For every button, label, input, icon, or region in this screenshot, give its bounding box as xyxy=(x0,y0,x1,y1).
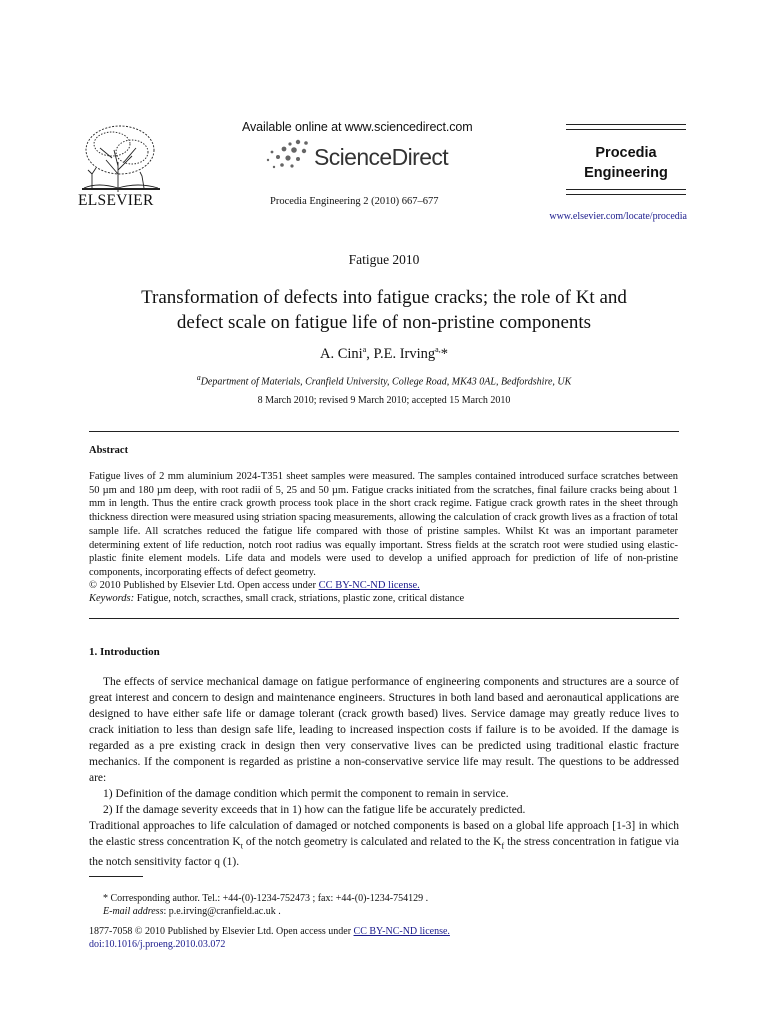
introduction-body xyxy=(89,674,679,870)
corresponding-mark: * xyxy=(440,345,448,362)
journal-rule-top xyxy=(566,124,686,125)
copyright-icon: © xyxy=(89,580,97,591)
affiliation xyxy=(0,373,768,387)
email-label: E-mail address xyxy=(103,906,164,917)
page-footer xyxy=(89,925,450,951)
intro-list-item: 1) Definition of the damage condition which permit the component to remain in service. xyxy=(103,788,509,800)
journal-title-line2: Engineering xyxy=(584,165,668,181)
journal-citation: Procedia Engineering 2 (2010) 667–677 xyxy=(270,196,439,207)
author-separator: , xyxy=(366,345,374,362)
paper-title xyxy=(84,285,684,335)
journal-rule-bottom-2 xyxy=(566,194,686,195)
kt-subscript: t xyxy=(240,841,243,851)
conference-name: Fatigue 2010 xyxy=(348,252,420,267)
sciencedirect-wordmark: ScienceDirect xyxy=(314,144,449,170)
copyright-text: 2010 Published by Elsevier Ltd. Open access under xyxy=(96,580,319,591)
paper-title-line1: Transformation of defects into fatigue cracks; the role of Kt and xyxy=(141,287,627,308)
author-name: P.E. Irving xyxy=(373,345,436,362)
journal-rule-top-2 xyxy=(566,129,686,130)
journal-title xyxy=(566,143,686,183)
intro-text: of the notch geometry is calculated and related to the K xyxy=(242,836,502,848)
author-affil-mark: a, xyxy=(435,345,441,354)
footnote-rule xyxy=(89,876,143,877)
affiliation-text: Department of Materials, Cranfield University, College Road, MK43 0AL, Bedfordshire, UK xyxy=(200,376,572,388)
abstract-copyright xyxy=(89,580,420,591)
corresponding-author-note: * Corresponding author. Tel.: +44-(0)-1234-752473 ; fax: +44-(0)-1234-754129 . xyxy=(103,893,429,904)
keywords-text: Fatigue, notch, scracthes, small crack, striations, plastic zone, critical distance xyxy=(134,593,465,604)
intro-text: the stress concentration in fatigue via the notch sensitivity factor q (1). xyxy=(89,836,679,869)
journal-title-line1: Procedia xyxy=(595,145,657,161)
keywords xyxy=(89,593,464,604)
intro-paragraph xyxy=(89,818,679,870)
copyright-icon: © xyxy=(134,926,143,937)
author-list xyxy=(0,345,768,363)
keywords-label: Keywords: xyxy=(89,593,135,604)
intro-paragraph: The effects of service mechanical damage on fatigue performance of engineering components and structures are a source of great interest and concern to design and maintenance engineers. Structures in both land based and aeronautical applications are designed to have either safe life or damage tolerant (crack growth based) lives. Service damage may greatly reduce lives to crack initiation to less than design safe life, leading to increased inspection costs if failure is to be avoided. If the damage is regarded as a pre existing crack in design then very conservative lives can be predicted using traditional elastic fracture mechanics. If the component is regarded as pristine a non-conservative service life may result. The questions to be addressed are: xyxy=(89,676,679,784)
sciencedirect-dots-icon xyxy=(262,138,314,172)
journal-url-link[interactable]: www.elsevier.com/locate/procedia xyxy=(549,211,687,222)
license-link[interactable]: CC BY-NC-ND license. xyxy=(353,926,450,937)
affiliation-mark: a xyxy=(196,373,201,382)
author-name: A. Cini xyxy=(320,345,363,362)
journal-rule-bottom xyxy=(566,189,686,190)
publisher-name: ELSEVIER xyxy=(78,192,154,209)
kf-subscript: f xyxy=(501,841,505,851)
available-online-text[interactable]: Available online at www.sciencedirect.com xyxy=(242,120,473,134)
author-affil-mark: a xyxy=(362,345,367,354)
submission-dates: 8 March 2010; revised 9 March 2010; accepted 15 March 2010 xyxy=(257,395,511,406)
doi-link[interactable]: doi:10.1016/j.proeng.2010.03.072 xyxy=(89,939,226,950)
footnote xyxy=(103,892,428,918)
abstract-text: Fatigue lives of 2 mm aluminium 2024-T351 sheet samples were measured. The samples contained introduced surface scratches between 50 µm and 180 µm deep, with root radii of 5, 25 and 50 µm. Fatigue cracks initiated from the scratches, final failure cracks being about 1 mm in length. Thus the entire crack growth process took place in the short crack regime. Fatigue crack growth rates in the sheet through thickness direction were measured using striation spacing measurements, allowing the calculation of crack growth lives as a fraction of total sample life. All scratches reduced the fatigue life compared with those of pristine samples. Whilst Kt was an important parameter determining extent of life reduction, notch root radius was equally important. Stress fields at the scratch root were studied using elastic- plastic finite element models. Life data and models were used to develop a unified approach for prediction of life of non-pristine components, incorporating effects of defect geometry. xyxy=(89,471,678,578)
abstract-rule-bottom xyxy=(89,618,679,619)
email-address[interactable]: : p.e.irving@cranfield.ac.uk . xyxy=(163,906,281,917)
section-heading: 1. Introduction xyxy=(89,646,160,658)
license-link[interactable]: CC BY-NC-ND license. xyxy=(318,580,420,591)
footer-copyright: 2010 Published by Elsevier Ltd. Open access under xyxy=(142,926,354,937)
issn: 1877-7058 xyxy=(89,926,135,937)
intro-text: Traditional approaches to life calculation of damaged or notched components is based on a global life approach [1-3] in which the elastic stress concentration K xyxy=(89,820,679,848)
paper-title-line2: defect scale on fatigue life of non-pristine components xyxy=(176,312,592,333)
intro-list-item: 2) If the damage severity exceeds that in 1) how can the fatigue life be accurately predicted. xyxy=(103,804,526,816)
issn-line xyxy=(89,925,450,938)
abstract-rule-top xyxy=(89,431,679,432)
abstract-heading: Abstract xyxy=(89,445,129,456)
email-line xyxy=(103,905,428,918)
